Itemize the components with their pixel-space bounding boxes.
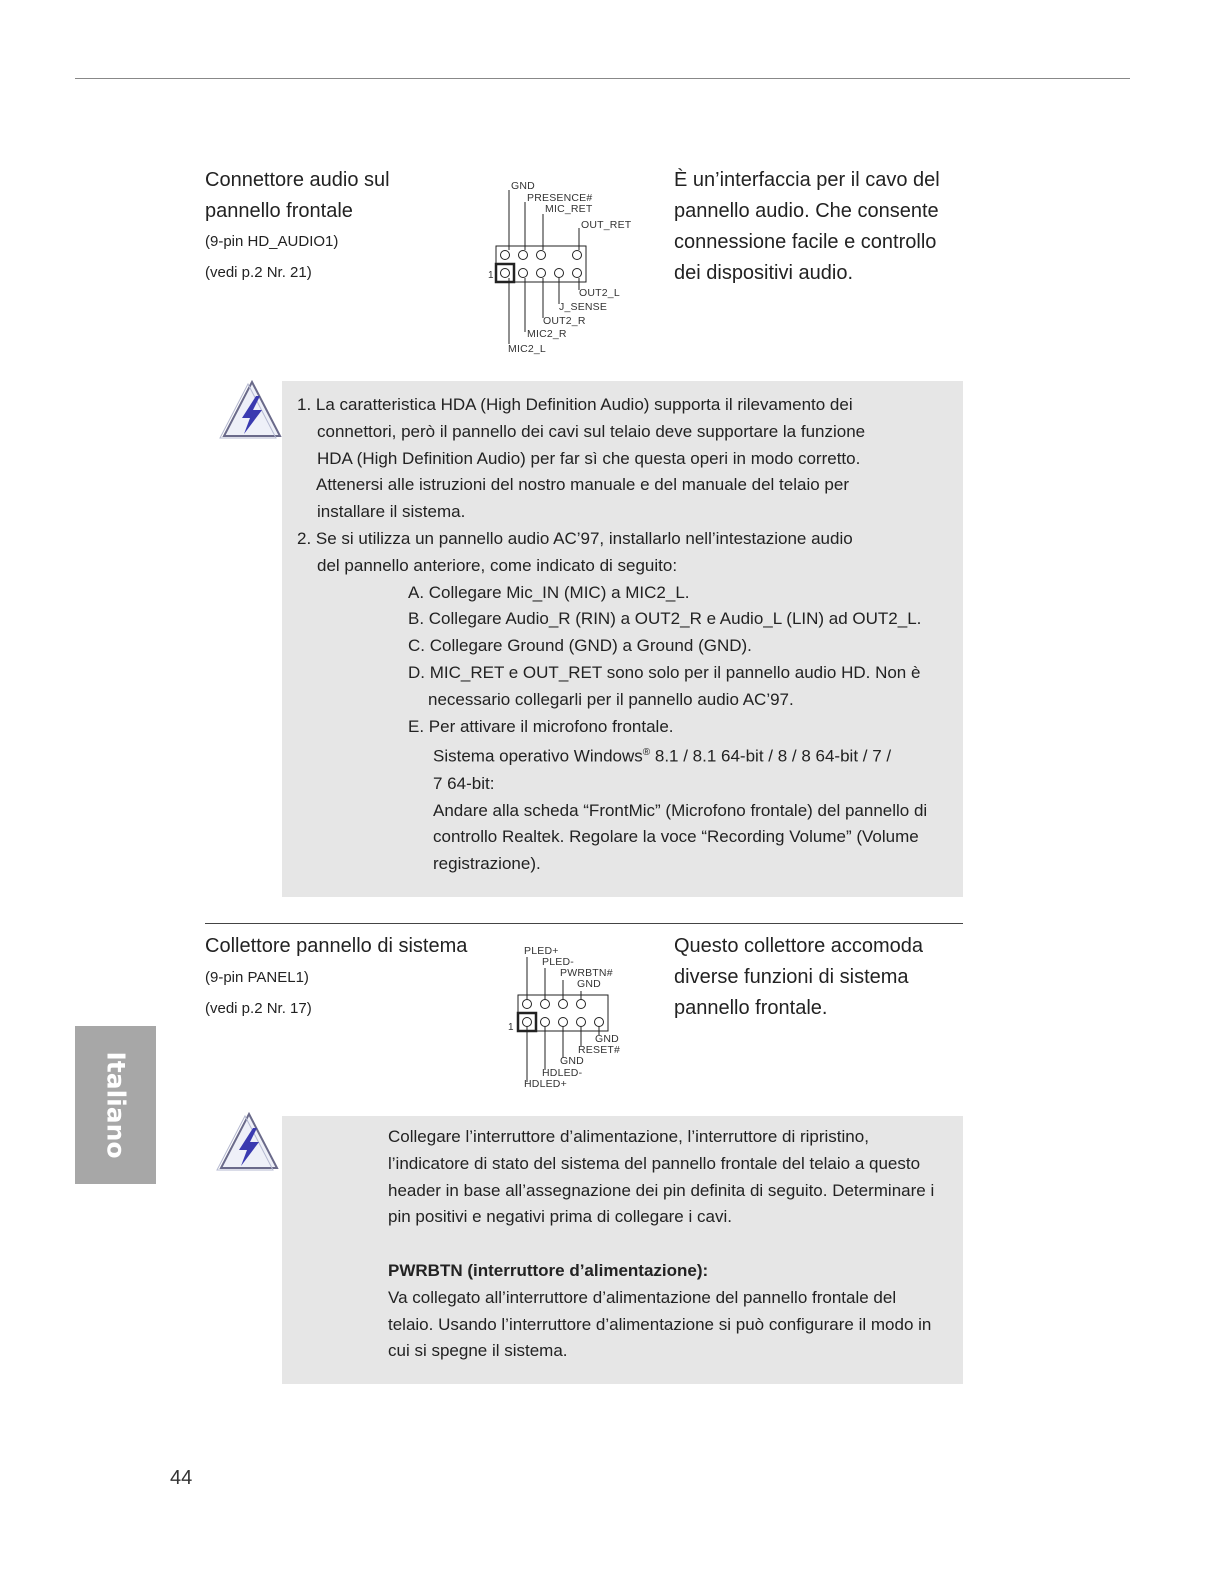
pin-label-pwrbtn: PWRBTN# (560, 967, 613, 979)
pin-icon (537, 269, 546, 278)
section2-pin-info: (9-pin PANEL1) (205, 969, 309, 986)
pin-icon (519, 251, 528, 260)
pin-icon (559, 1000, 568, 1009)
pin-icon (559, 1018, 568, 1027)
pin-label-gnd: GND (577, 978, 601, 990)
pin-label-pled-plus: PLED+ (524, 945, 559, 957)
section1-page-ref: (vedi p.2 Nr. 21) (205, 264, 312, 281)
pin-label-gnd: GND (511, 180, 535, 192)
pin-label-hdled-plus: HDLED+ (524, 1078, 567, 1090)
pin-label-reset: RESET# (578, 1044, 621, 1056)
pin-icon (541, 1018, 550, 1027)
pin-label-mic2-r: MIC2_R (527, 328, 567, 340)
pin1-label: 1 (488, 270, 494, 281)
note2-text: Collegare l’interruttore d’alimentazione, l’interruttore di ripristino, l’indicatore di stato del sistema del pannello frontale del telaio a questo header in base all’assegnazione dei pin definita di seguito. Determinare i pin positivi e negativi prima di collegare i cavi. PWRBTN (interruttore d’alimentazione): Va collegato all’interruttore d’alimentazione del pannello frontale del telaio. Usando l’interruttore d’alimentazione si può configurare il modo in cui si spegne il sistema. (388, 1127, 935, 1361)
pin-icon (577, 1018, 586, 1027)
pin-label-mic-ret: MIC_RET (545, 203, 593, 215)
pin-label-out2-l: OUT2_L (579, 287, 620, 299)
pin1-label: 1 (508, 1022, 514, 1033)
pin-label-mic2-l: MIC2_L (508, 343, 546, 355)
pin-icon (501, 251, 510, 260)
section1-title: Connettore audio sul pannello frontale (205, 169, 390, 222)
pin-icon (523, 1000, 532, 1009)
pin-label-out2-r: OUT2_R (543, 315, 586, 327)
section2-title: Collettore pannello di sistema (205, 935, 468, 957)
pin-label-presence: PRESENCE# (527, 192, 593, 204)
pin-icon (573, 251, 582, 260)
section2-page-ref: (vedi p.2 Nr. 17) (205, 1000, 312, 1017)
pin-icon (573, 269, 582, 278)
pin-icon (577, 1000, 586, 1009)
header-rule (75, 78, 1130, 79)
hd-audio-pin1-marker (496, 264, 514, 282)
pin-icon (501, 269, 510, 278)
pin-label-gnd: GND (595, 1033, 619, 1045)
pin-label-out-ret: OUT_RET (581, 219, 632, 231)
pin-label-gnd: GND (560, 1055, 584, 1067)
note1-text: 1. La caratteristica HDA (High Definition Audio) supporta il rilevamento dei connettori, però il pannello dei cavi sul telaio deve supportare la funzione HDA (High Definition Audio) per far sì che questa operi in modo corretto. Attenersi alle istruzioni del nostro manuale e del manuale del telaio per installare il sistema. 2. Se si utilizza un pannello audio AC’97, installarlo nell’intestazione audio del pannello anteriore, come indicato di seguito: A. Collegare Mic_IN (MIC) a MIC2_L. B. Collegare Audio_R (RIN) a OUT2_R e Audio_L (LIN) ad OUT2_L. C. Collegare Ground (GND) a Ground (GND). D. MIC_RET e OUT_RET sono solo per il pannello audio HD. Non è necessario collegarli per il pannello audio AC’97. E. Per attivare il microfono frontale. Sistema operativo Windows® 8.1 / 8.1 64-bit / 8 / 8 64-bit / 7 / 7 64-bit: Andare alla scheda “FrontMic” (Microfono frontale) del pannello di controllo Realtek. Regolare la voce “Recording Volume” (Volume registrazione). (297, 395, 928, 874)
pin-icon (519, 269, 528, 278)
section-divider (205, 923, 963, 924)
pin-icon (537, 251, 546, 260)
pin-label-j-sense: J_SENSE (559, 301, 608, 313)
pin-label-pled-minus: PLED- (542, 956, 574, 968)
page-number: 44 (170, 1467, 193, 1489)
pin-icon (541, 1000, 550, 1009)
section1-description: È un’interfaccia per il cavo del pannello audio. Che consente connessione facile e controllo dei dispositivi audio. (674, 169, 940, 284)
section2-description: Questo collettore accomoda diverse funzioni di sistema pannello frontale. (674, 935, 924, 1019)
pin-icon (555, 269, 564, 278)
pin-icon (595, 1018, 604, 1027)
pin-label-hdled-minus: HDLED- (542, 1067, 583, 1079)
pwrbtn-heading: PWRBTN (interruttore d’alimentazione): (388, 1260, 709, 1280)
warning-icon (215, 1110, 281, 1174)
language-side-tab: Italiano (75, 1026, 156, 1184)
pin-icon (523, 1018, 532, 1027)
section1-pin-info: (9-pin HD_AUDIO1) (205, 233, 339, 250)
warning-icon (218, 378, 284, 442)
